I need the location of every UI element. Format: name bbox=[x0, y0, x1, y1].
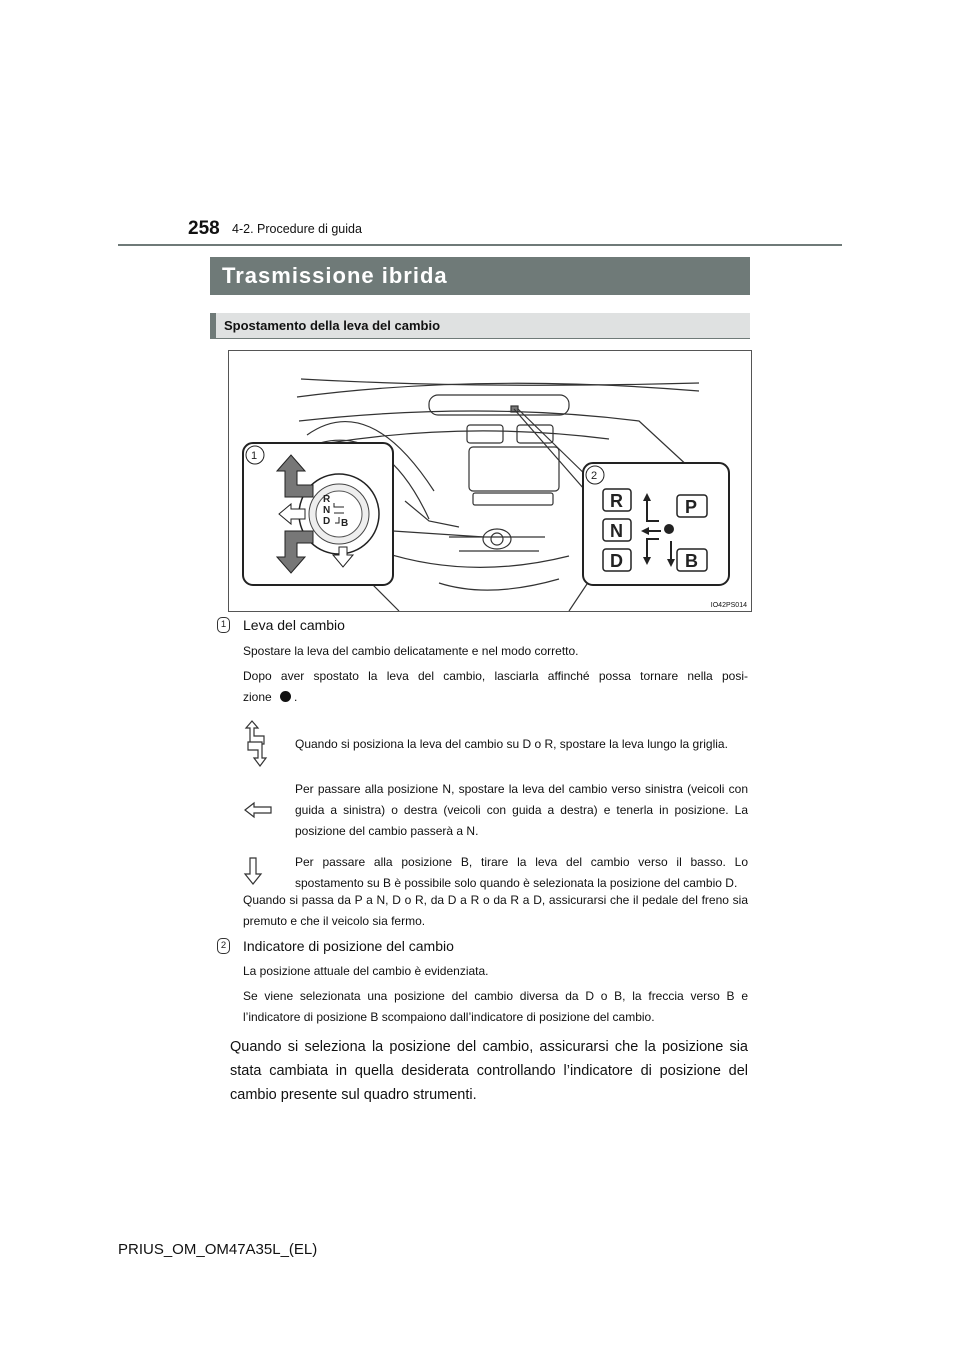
section-reference: 4-2. Procedure di guida bbox=[232, 222, 362, 236]
lever-letter-b: B bbox=[341, 518, 349, 529]
callout-1-label: 1 bbox=[251, 450, 258, 462]
item-1-badge: 1 bbox=[217, 617, 230, 633]
item-1-paragraph-2 bbox=[243, 666, 748, 708]
position-text: zione bbox=[243, 690, 272, 704]
page-number: 258 bbox=[188, 218, 220, 239]
lever-letter-n: N bbox=[323, 505, 331, 516]
page-title: Trasmissione ibrida bbox=[222, 263, 448, 288]
instruction-text-1: Quando si posiziona la leva del cambio su D o R, spostare la leva lungo la griglia. bbox=[295, 737, 728, 751]
item-1-title: Leva del cambio bbox=[243, 617, 345, 633]
item-2-badge: 2 bbox=[217, 938, 230, 954]
item-1-paragraph-2-line-1: Dopo aver spostato la leva del cambio, lasciarla affinché possa tornare nella posi- bbox=[243, 669, 748, 683]
lever-letter-d: D bbox=[323, 516, 331, 527]
indicator-letter-d: D bbox=[610, 551, 623, 571]
dashboard-drawing bbox=[229, 351, 751, 611]
indicator-letter-r: R bbox=[610, 491, 623, 511]
subsection-bar bbox=[210, 313, 750, 339]
item-2-paragraph-1: La posizione attuale del cambio è evidenziata. bbox=[243, 964, 489, 978]
footer-document-code: PRIUS_OM_OM47A35L_(EL) bbox=[118, 1241, 318, 1258]
title-bar bbox=[210, 257, 750, 295]
closing-paragraph: Quando si seleziona la posizione del cambio, assicurarsi che la posizione sia stata cambiata in quella desiderata controllando l’indicatore di posizione del cambio presente sul quadro strumenti. bbox=[230, 1039, 748, 1103]
indicator-letter-p: P bbox=[685, 497, 698, 517]
zigzag-arrow-icon bbox=[243, 718, 295, 777]
subsection-accent bbox=[210, 313, 216, 338]
item-2-title: Indicatore di posizione del cambio bbox=[243, 938, 454, 954]
item-1-paragraph-2-line-2 bbox=[243, 687, 748, 708]
figure-code: IO42PS014 bbox=[710, 602, 747, 609]
subsection-title: Spostamento della leva del cambio bbox=[224, 318, 441, 333]
callout-2-label: 2 bbox=[591, 470, 598, 482]
instruction-row bbox=[243, 777, 748, 850]
item-1-paragraph-3: Quando si passa da P a N, D o R, da D a R o da R a D, assicurarsi che il pedale del freno sia premuto e che il veicolo sia fermo. bbox=[243, 893, 748, 928]
indicator-letter-b: B bbox=[685, 551, 698, 571]
header-rule bbox=[118, 244, 842, 246]
instruction-text-2: Per passare alla posizione N, spostare la leva del cambio verso sinistra (veicoli con guida a sinistra) o destra (veicoli con guida a destra) e tenerla in posizione. La posizione del cambio passerà a N. bbox=[295, 782, 748, 838]
dashboard-illustration bbox=[228, 350, 752, 612]
lever-instructions-table bbox=[243, 718, 748, 898]
lever-letter-r: R bbox=[323, 494, 331, 505]
center-dot-icon bbox=[280, 691, 291, 702]
period: . bbox=[294, 690, 298, 704]
left-arrow-icon bbox=[243, 777, 295, 850]
instruction-text-3: Per passare alla posizione B, tirare la leva del cambio verso il basso. Lo spostamento su B è possibile solo quando è selezionata la posizione del cambio D. bbox=[295, 855, 748, 890]
item-1-paragraph-1: Spostare la leva del cambio delicatamente e nel modo corretto. bbox=[243, 644, 579, 658]
indicator-letter-n: N bbox=[610, 521, 623, 541]
item-2-paragraph-2: Se viene selezionata una posizione del cambio diversa da D o B, la freccia verso B e l’indicatore di posizione B scompaiono dall’indicatore di posizione del cambio. bbox=[243, 989, 748, 1024]
instruction-row bbox=[243, 718, 748, 777]
